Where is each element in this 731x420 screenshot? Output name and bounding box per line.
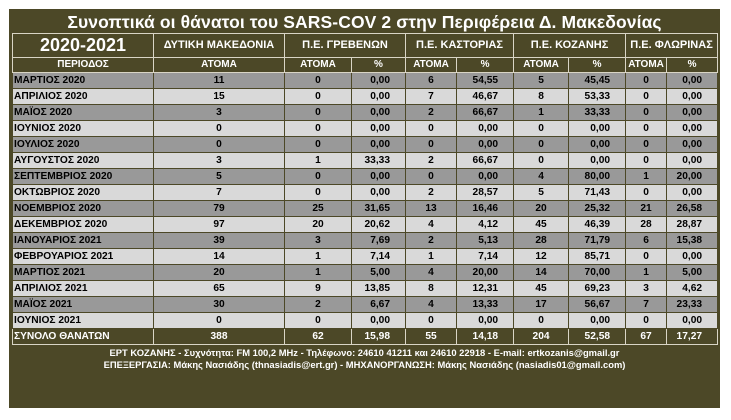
total-row — [13, 329, 718, 345]
cell-grevena: 2 — [285, 297, 352, 313]
cell-kozani: 0 — [514, 137, 569, 153]
cell-kozani: 4 — [514, 169, 569, 185]
cell-kastoria-pct: 7,14 — [457, 249, 514, 265]
table-body — [13, 73, 718, 329]
region-header: Π.Ε. ΚΑΣΤΟΡΙΑΣ — [406, 34, 514, 58]
cell-total: 11 — [154, 73, 285, 89]
table-row — [13, 281, 718, 297]
cell-grevena: 0 — [285, 89, 352, 105]
cell-kastoria: 0 — [406, 313, 457, 329]
table-row — [13, 73, 718, 89]
footer-contact: ΕΡΤ ΚΟΖΑΝΗΣ - Συχνότητα: FM 100,2 MHz - Τηλέφωνο: 24610 41211 και 24610 22918 - E-mail: ertkozanis@gmail.gr — [109, 347, 620, 358]
cell-florina: 7 — [626, 297, 667, 313]
cell-period: ΙΑΝΟΥΑΡΙΟΣ 2021 — [13, 233, 154, 249]
cell-kozani-pct: 52,58 — [569, 329, 626, 345]
cell-total: 388 — [154, 329, 285, 345]
cell-florina: 0 — [626, 153, 667, 169]
cell-total: 65 — [154, 281, 285, 297]
cell-grevena: 1 — [285, 265, 352, 281]
cell-kastoria-pct: 0,00 — [457, 121, 514, 137]
cell-kozani-pct: 25,32 — [569, 201, 626, 217]
cell-grevena-pct: 0,00 — [352, 105, 406, 121]
footer — [12, 345, 717, 371]
cell-kastoria-pct: 0,00 — [457, 313, 514, 329]
region-header: ΔΥΤΙΚΗ ΜΑΚΕΔΟΝΙΑ — [154, 34, 285, 58]
cell-kastoria-pct: 0,00 — [457, 137, 514, 153]
cell-florina-pct: 0,00 — [667, 313, 718, 329]
cell-kozani-pct: 0,00 — [569, 313, 626, 329]
cell-grevena: 0 — [285, 121, 352, 137]
cell-kastoria-pct: 28,57 — [457, 185, 514, 201]
cell-period: ΑΠΡΙΛΙΟΣ 2020 — [13, 89, 154, 105]
cell-kastoria-pct: 66,67 — [457, 153, 514, 169]
summary-panel — [9, 9, 720, 408]
table-row — [13, 105, 718, 121]
period-header: ΠΕΡΙΟΔΟΣ — [13, 58, 154, 73]
cell-kastoria-pct: 46,67 — [457, 89, 514, 105]
deaths-table — [12, 33, 718, 345]
cell-kozani: 45 — [514, 281, 569, 297]
cell-total: 3 — [154, 105, 285, 121]
column-header: % — [352, 58, 406, 73]
cell-total: 79 — [154, 201, 285, 217]
table-row — [13, 185, 718, 201]
cell-florina: 21 — [626, 201, 667, 217]
cell-florina-pct: 15,38 — [667, 233, 718, 249]
cell-grevena-pct: 33,33 — [352, 153, 406, 169]
cell-kastoria: 2 — [406, 185, 457, 201]
cell-florina-pct: 0,00 — [667, 249, 718, 265]
cell-florina-pct: 0,00 — [667, 185, 718, 201]
cell-period: ΜΑΡΤΙΟΣ 2020 — [13, 73, 154, 89]
cell-kastoria-pct: 0,00 — [457, 169, 514, 185]
column-header: % — [569, 58, 626, 73]
cell-grevena: 1 — [285, 153, 352, 169]
table-row — [13, 153, 718, 169]
column-header: ΑΤΟΜΑ — [626, 58, 667, 73]
cell-florina-pct: 0,00 — [667, 73, 718, 89]
cell-kastoria: 0 — [406, 169, 457, 185]
cell-kozani: 5 — [514, 73, 569, 89]
cell-florina: 1 — [626, 169, 667, 185]
cell-period: ΦΕΒΡΟΥΑΡΙΟΣ 2021 — [13, 249, 154, 265]
table-row — [13, 313, 718, 329]
cell-kozani: 8 — [514, 89, 569, 105]
cell-grevena-pct: 0,00 — [352, 169, 406, 185]
cell-grevena-pct: 31,65 — [352, 201, 406, 217]
cell-grevena-pct: 0,00 — [352, 313, 406, 329]
cell-kozani: 28 — [514, 233, 569, 249]
cell-kastoria-pct: 5,13 — [457, 233, 514, 249]
cell-florina: 0 — [626, 89, 667, 105]
cell-kastoria: 0 — [406, 121, 457, 137]
cell-grevena-pct: 5,00 — [352, 265, 406, 281]
cell-period: ΜΑΡΤΙΟΣ 2021 — [13, 265, 154, 281]
cell-florina-pct: 20,00 — [667, 169, 718, 185]
cell-kastoria-pct: 13,33 — [457, 297, 514, 313]
column-header: ΑΤΟΜΑ — [514, 58, 569, 73]
cell-period: ΑΥΓΟΥΣΤΟΣ 2020 — [13, 153, 154, 169]
cell-florina: 0 — [626, 105, 667, 121]
cell-grevena-pct: 13,85 — [352, 281, 406, 297]
table-row — [13, 249, 718, 265]
cell-florina-pct: 23,33 — [667, 297, 718, 313]
cell-period: ΝΟΕΜΒΡΙΟΣ 2020 — [13, 201, 154, 217]
cell-grevena: 0 — [285, 185, 352, 201]
cell-grevena-pct: 0,00 — [352, 89, 406, 105]
table-row — [13, 265, 718, 281]
cell-kastoria: 1 — [406, 249, 457, 265]
cell-period: ΜΑΪΟΣ 2020 — [13, 105, 154, 121]
cell-kastoria-pct: 12,31 — [457, 281, 514, 297]
cell-period: ΜΑΪΟΣ 2021 — [13, 297, 154, 313]
cell-kozani: 45 — [514, 217, 569, 233]
cell-grevena: 20 — [285, 217, 352, 233]
cell-kozani-pct: 80,00 — [569, 169, 626, 185]
cell-kozani-pct: 56,67 — [569, 297, 626, 313]
cell-period: ΟΚΤΩΒΡΙΟΣ 2020 — [13, 185, 154, 201]
cell-kastoria: 4 — [406, 265, 457, 281]
cell-florina: 0 — [626, 185, 667, 201]
cell-grevena-pct: 0,00 — [352, 137, 406, 153]
cell-florina: 3 — [626, 281, 667, 297]
cell-florina-pct: 0,00 — [667, 105, 718, 121]
cell-kastoria-pct: 54,55 — [457, 73, 514, 89]
cell-kastoria-pct: 66,67 — [457, 105, 514, 121]
cell-kastoria: 8 — [406, 281, 457, 297]
footer-credits: ΕΠΕΞΕΡΓΑΣΙΑ: Μάκης Νασιάδης (thnasiadis@ert.gr) - ΜΗΧΑΝΟΡΓΑΝΩΣΗ: Μάκης Νασιάδης (nasiadis01@gmail.com) — [103, 359, 626, 370]
column-header: ΑΤΟΜΑ — [285, 58, 352, 73]
cell-grevena: 62 — [285, 329, 352, 345]
table-row — [13, 217, 718, 233]
cell-period: ΙΟΥΝΙΟΣ 2021 — [13, 313, 154, 329]
cell-total: 30 — [154, 297, 285, 313]
table-row — [13, 297, 718, 313]
cell-kastoria-pct: 20,00 — [457, 265, 514, 281]
cell-kozani: 0 — [514, 121, 569, 137]
cell-grevena-pct: 7,14 — [352, 249, 406, 265]
cell-florina: 0 — [626, 137, 667, 153]
cell-grevena: 0 — [285, 73, 352, 89]
cell-kastoria: 55 — [406, 329, 457, 345]
page-title: Συνοπτικά οι θάνατοι του SARS-COV 2 στην Περιφέρεια Δ. Μακεδονίας — [67, 12, 662, 32]
cell-grevena-pct: 0,00 — [352, 121, 406, 137]
year-header: 2020-2021 — [13, 34, 154, 58]
cell-florina: 6 — [626, 233, 667, 249]
cell-kozani: 0 — [514, 313, 569, 329]
cell-grevena-pct: 15,98 — [352, 329, 406, 345]
cell-grevena: 0 — [285, 105, 352, 121]
cell-kozani-pct: 71,79 — [569, 233, 626, 249]
cell-total: 3 — [154, 153, 285, 169]
cell-grevena-pct: 0,00 — [352, 185, 406, 201]
cell-kastoria-pct: 14,18 — [457, 329, 514, 345]
cell-total: 5 — [154, 169, 285, 185]
cell-kozani-pct: 53,33 — [569, 89, 626, 105]
cell-grevena: 9 — [285, 281, 352, 297]
cell-kastoria: 0 — [406, 137, 457, 153]
cell-kozani-pct: 0,00 — [569, 153, 626, 169]
cell-period: ΑΠΡΙΛΙΟΣ 2021 — [13, 281, 154, 297]
table-row — [13, 121, 718, 137]
cell-total: 0 — [154, 137, 285, 153]
cell-total: 0 — [154, 313, 285, 329]
column-header: % — [667, 58, 718, 73]
table-row — [13, 201, 718, 217]
cell-kozani: 5 — [514, 185, 569, 201]
cell-kozani: 12 — [514, 249, 569, 265]
cell-kastoria: 2 — [406, 233, 457, 249]
cell-grevena-pct: 20,62 — [352, 217, 406, 233]
cell-kastoria: 4 — [406, 217, 457, 233]
cell-florina-pct: 17,27 — [667, 329, 718, 345]
cell-kozani: 17 — [514, 297, 569, 313]
cell-kastoria: 4 — [406, 297, 457, 313]
cell-total: 39 — [154, 233, 285, 249]
cell-period: ΙΟΥΛΙΟΣ 2020 — [13, 137, 154, 153]
region-header: Π.Ε. ΓΡΕΒΕΝΩΝ — [285, 34, 406, 58]
cell-florina: 0 — [626, 73, 667, 89]
cell-total: 0 — [154, 121, 285, 137]
cell-kastoria: 2 — [406, 153, 457, 169]
table-row — [13, 169, 718, 185]
column-header: ΑΤΟΜΑ — [406, 58, 457, 73]
cell-kastoria: 7 — [406, 89, 457, 105]
cell-grevena: 0 — [285, 313, 352, 329]
cell-total: 20 — [154, 265, 285, 281]
table-row — [13, 233, 718, 249]
column-header-row — [13, 58, 718, 73]
cell-kastoria: 2 — [406, 105, 457, 121]
cell-grevena: 25 — [285, 201, 352, 217]
cell-grevena: 1 — [285, 249, 352, 265]
cell-kozani: 1 — [514, 105, 569, 121]
column-header: ΑΤΟΜΑ — [154, 58, 285, 73]
cell-total: 14 — [154, 249, 285, 265]
cell-florina-pct: 0,00 — [667, 89, 718, 105]
cell-kozani: 204 — [514, 329, 569, 345]
cell-kozani-pct: 0,00 — [569, 121, 626, 137]
cell-florina: 0 — [626, 249, 667, 265]
cell-florina-pct: 0,00 — [667, 137, 718, 153]
cell-florina: 1 — [626, 265, 667, 281]
cell-period: ΔΕΚΕΜΒΡΙΟΣ 2020 — [13, 217, 154, 233]
cell-kastoria: 13 — [406, 201, 457, 217]
cell-florina: 67 — [626, 329, 667, 345]
column-header: % — [457, 58, 514, 73]
cell-grevena: 3 — [285, 233, 352, 249]
cell-kozani: 20 — [514, 201, 569, 217]
cell-grevena-pct: 7,69 — [352, 233, 406, 249]
cell-kozani-pct: 69,23 — [569, 281, 626, 297]
cell-florina-pct: 5,00 — [667, 265, 718, 281]
region-header-row — [13, 34, 718, 58]
cell-period: ΣΥΝΟΛΟ ΘΑΝΑΤΩΝ — [13, 329, 154, 345]
cell-kastoria: 6 — [406, 73, 457, 89]
cell-grevena-pct: 0,00 — [352, 73, 406, 89]
cell-kozani: 0 — [514, 153, 569, 169]
cell-kozani-pct: 85,71 — [569, 249, 626, 265]
cell-florina-pct: 0,00 — [667, 121, 718, 137]
cell-kozani: 14 — [514, 265, 569, 281]
cell-florina-pct: 0,00 — [667, 153, 718, 169]
cell-florina-pct: 28,87 — [667, 217, 718, 233]
cell-total: 15 — [154, 89, 285, 105]
cell-kozani-pct: 46,39 — [569, 217, 626, 233]
cell-florina-pct: 4,62 — [667, 281, 718, 297]
cell-florina-pct: 26,58 — [667, 201, 718, 217]
cell-grevena-pct: 6,67 — [352, 297, 406, 313]
cell-grevena: 0 — [285, 169, 352, 185]
region-header: Π.Ε. ΦΛΩΡΙΝΑΣ — [626, 34, 718, 58]
cell-florina: 28 — [626, 217, 667, 233]
cell-period: ΣΕΠΤΕΜΒΡΙΟΣ 2020 — [13, 169, 154, 185]
table-row — [13, 89, 718, 105]
cell-kastoria-pct: 4,12 — [457, 217, 514, 233]
cell-kozani-pct: 71,43 — [569, 185, 626, 201]
cell-kozani-pct: 45,45 — [569, 73, 626, 89]
cell-kastoria-pct: 16,46 — [457, 201, 514, 217]
cell-grevena: 0 — [285, 137, 352, 153]
cell-total: 7 — [154, 185, 285, 201]
cell-kozani-pct: 33,33 — [569, 105, 626, 121]
cell-kozani-pct: 70,00 — [569, 265, 626, 281]
cell-kozani-pct: 0,00 — [569, 137, 626, 153]
cell-total: 97 — [154, 217, 285, 233]
cell-period: ΙΟΥΝΙΟΣ 2020 — [13, 121, 154, 137]
table-row — [13, 137, 718, 153]
cell-florina: 0 — [626, 313, 667, 329]
cell-florina: 0 — [626, 121, 667, 137]
region-header: Π.Ε. ΚΟΖΑΝΗΣ — [514, 34, 626, 58]
